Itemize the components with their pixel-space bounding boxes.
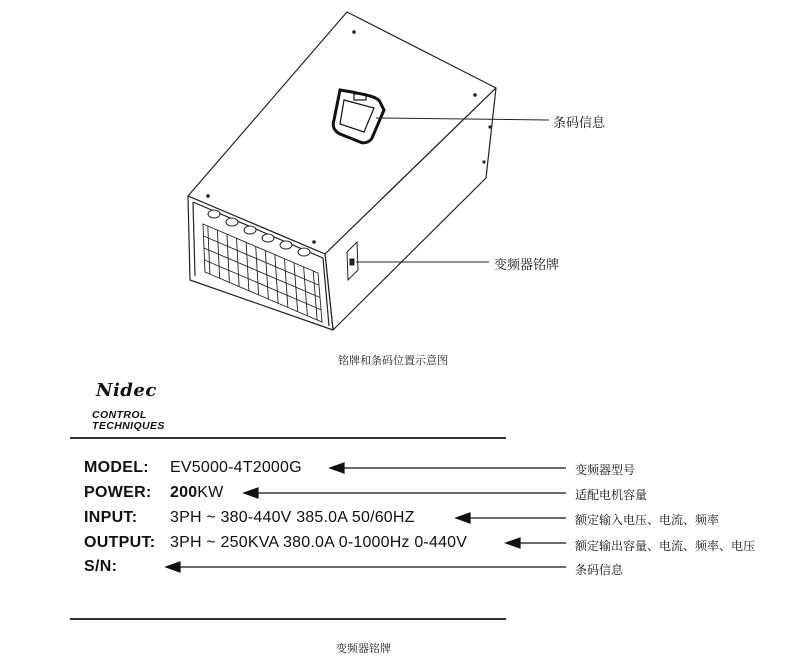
model-desc: 变频器型号 (575, 463, 636, 477)
callout-nameplate: 变频器铭牌 (494, 258, 560, 273)
input-desc: 额定输入电压、电流、频率 (575, 513, 720, 527)
brand-line-2: TECHNIQUES (92, 420, 165, 432)
model-value: EV5000-4T2000G (170, 459, 302, 476)
sn-key: S/N: (84, 558, 118, 575)
screw (312, 240, 316, 244)
output-value: 3PH ~ 250KVA 380.0A 0-1000Hz 0-440V (170, 534, 468, 551)
top-caption: 铭牌和条码位置示意图 (338, 354, 448, 367)
screw (352, 30, 356, 34)
power-value (170, 484, 223, 502)
brand-mark (92, 410, 165, 432)
output-key: OUTPUT: (84, 534, 156, 551)
power-desc: 适配电机容量 (575, 488, 648, 502)
screw (473, 93, 477, 97)
input-value: 3PH ~ 380-440V 385.0A 50/60HZ (170, 509, 415, 526)
screw (482, 160, 485, 163)
screw (206, 194, 210, 198)
model-key: MODEL: (84, 459, 149, 476)
nameplate-caption: 变频器铭牌 (336, 642, 391, 655)
sn-desc: 条码信息 (575, 563, 624, 577)
input-key: INPUT: (84, 509, 138, 526)
output-desc: 额定输出容量、电流、频率、电压 (575, 539, 756, 553)
power-value-number: 200 (170, 484, 198, 501)
screw (488, 125, 491, 128)
power-value-unit: KW (197, 484, 224, 501)
nidec-logo: Nidec (96, 380, 157, 401)
callout-barcode: 条码信息 (553, 116, 606, 131)
brand-line-1: CONTROL (92, 409, 147, 421)
power-key: POWER: (84, 484, 152, 501)
